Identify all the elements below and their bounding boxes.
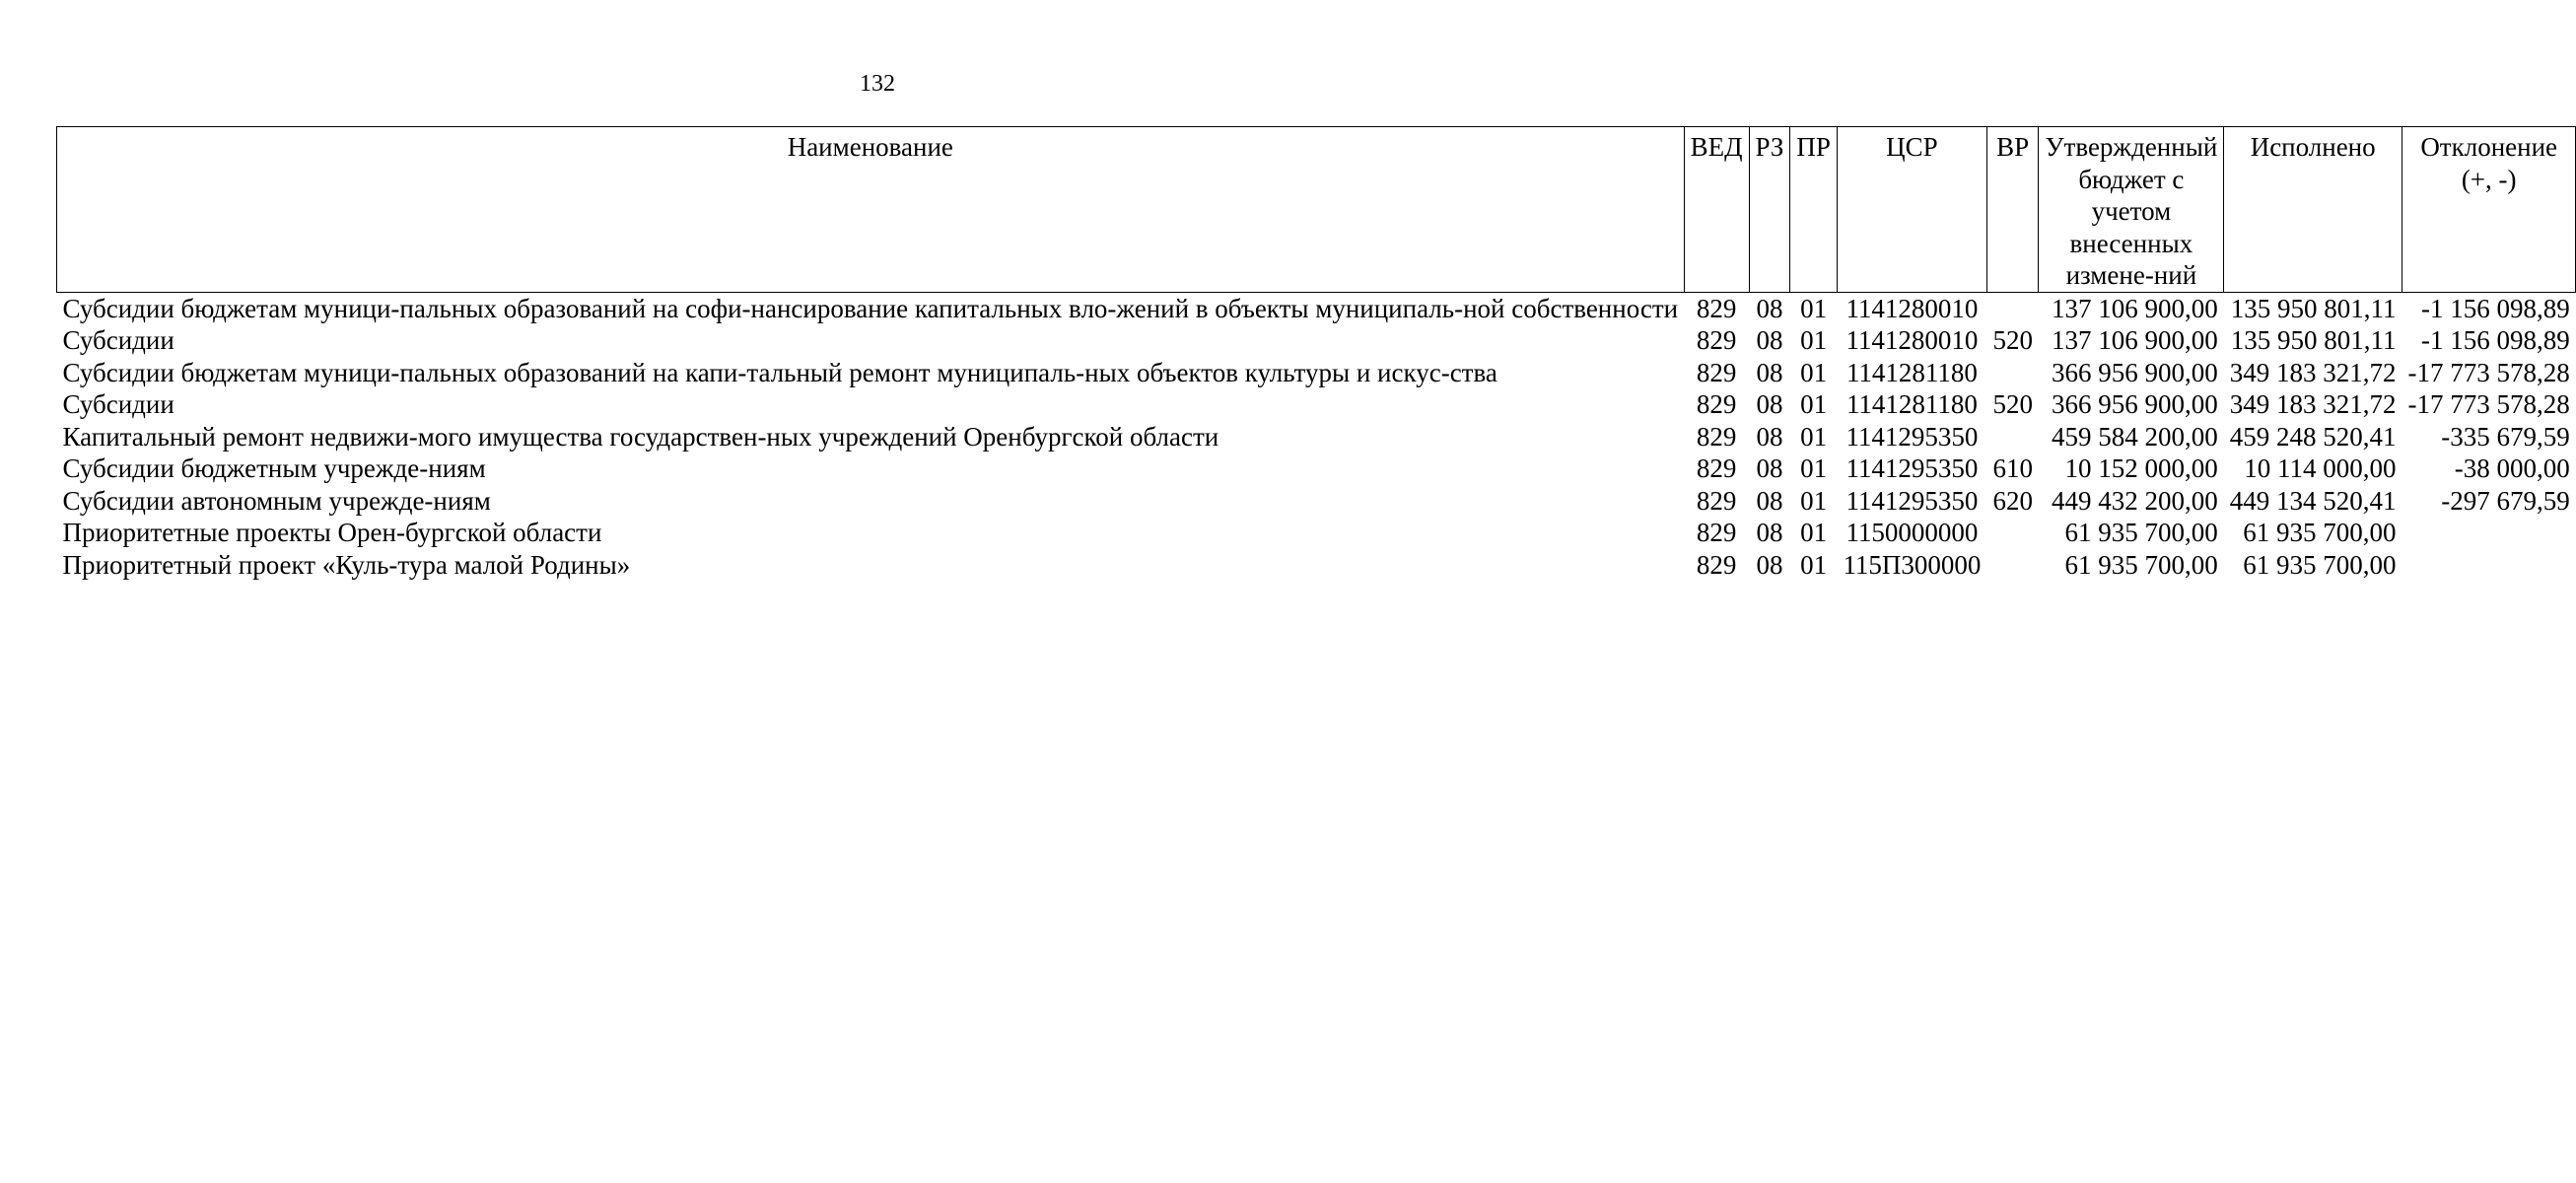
cell-csr: 1141295350 [1845,485,1979,516]
cell-executed: 449 134 520,41 [2229,485,2397,516]
cell-name: Субсидии бюджетам муници-пальных образований на софи-нансирование капитальных вло-жений в объекты муниципаль-ной собственности [62,293,1679,323]
cell-ved: 829 [1696,453,1737,483]
cell-executed: 349 183 321,72 [2229,389,2397,419]
table-row [57,517,2576,549]
cell-rz: 08 [1756,325,1783,355]
cell-ved: 829 [1696,357,1737,387]
cell-name: Приоритетные проекты Орен-бургской области [62,518,602,547]
cell-approved: 61 935 700,00 [2064,518,2218,547]
cell-name: Субсидии бюджетным учрежде-ниям [62,453,486,483]
header-approved: Утвержденный бюджет с учетом внесенных измене-ний [2039,127,2224,293]
cell-rz: 08 [1756,389,1783,419]
cell-approved: 137 106 900,00 [2052,325,2218,355]
cell-rz: 08 [1756,485,1783,516]
cell-name: Субсидии бюджетам муници-пальных образований на капи-тальный ремонт муниципаль-ных объектов культуры и искус-ства [62,357,1497,387]
cell-approved: 366 956 900,00 [2052,357,2218,387]
table-row [57,549,2576,582]
cell-approved: 366 956 900,00 [2052,389,2218,419]
cell-csr: 1141280010 [1845,293,1979,323]
header-name: Наименование [57,127,1685,293]
cell-deviation [2402,517,2576,549]
cell-approved: 137 106 900,00 [2052,293,2218,323]
cell-pr: 01 [1800,293,1828,323]
cell-deviation: -297 679,59 [2441,485,2570,516]
page-number: 132 [860,71,895,97]
header-rz: РЗ [1749,127,1790,293]
cell-deviation [2402,549,2576,582]
table-header-row [57,127,2576,293]
cell-name: Субсидии [62,325,174,355]
cell-vr: 520 [1992,325,2033,355]
cell-vr [1986,421,2039,453]
cell-rz: 08 [1756,518,1783,547]
table-row [57,388,2576,421]
cell-approved: 10 152 000,00 [2064,453,2218,483]
cell-executed: 135 950 801,11 [2230,325,2397,355]
cell-ved: 829 [1696,518,1737,547]
table-row [57,452,2576,485]
cell-deviation: -17 773 578,28 [2407,357,2570,387]
cell-executed: 10 114 000,00 [2244,453,2397,483]
cell-csr: 1141281180 [1845,357,1978,387]
cell-pr: 01 [1800,453,1828,483]
cell-pr: 01 [1800,357,1828,387]
cell-executed: 459 248 520,41 [2229,421,2397,452]
cell-executed: 135 950 801,11 [2230,293,2397,323]
cell-rz: 08 [1756,421,1783,452]
header-pr: ПР [1790,127,1838,293]
cell-rz: 08 [1756,293,1783,323]
cell-executed: 349 183 321,72 [2229,357,2397,387]
table-row [57,324,2576,357]
cell-deviation: -1 156 098,89 [2421,325,2570,355]
header-executed: Исполнено [2224,127,2402,293]
cell-pr: 01 [1800,389,1828,419]
cell-executed: 61 935 700,00 [2243,549,2397,580]
cell-csr: 1150000000 [1845,518,1979,547]
cell-rz: 08 [1756,357,1783,387]
cell-executed: 61 935 700,00 [2243,518,2397,547]
cell-pr: 01 [1800,518,1828,547]
cell-vr [1986,292,2039,324]
cell-csr: 1141281180 [1845,389,1978,419]
cell-vr: 610 [1992,453,2033,483]
header-deviation: Отклонение (+, -) [2402,127,2576,293]
cell-csr: 1141295350 [1845,421,1979,452]
cell-ved: 829 [1696,549,1737,580]
cell-name: Капитальный ремонт недвижи-мого имущества государствен-ных учреждений Оренбургской области [62,421,1219,452]
cell-vr [1986,517,2039,549]
cell-deviation: -38 000,00 [2454,453,2570,483]
header-vr: ВР [1986,127,2039,293]
cell-vr [1986,549,2039,582]
cell-pr: 01 [1800,421,1828,452]
cell-name: Субсидии [62,389,174,419]
cell-deviation: -1 156 098,89 [2421,293,2570,323]
cell-name: Субсидии автономным учрежде-ниям [62,485,491,516]
table-row [57,485,2576,518]
cell-csr: 115П300000 [1843,549,1982,580]
budget-table [56,126,2576,581]
table-row [57,357,2576,389]
cell-ved: 829 [1696,293,1737,323]
table-row [57,421,2576,453]
cell-approved: 449 432 200,00 [2052,485,2218,516]
cell-approved: 459 584 200,00 [2052,421,2218,452]
cell-approved: 61 935 700,00 [2064,549,2218,580]
cell-vr [1986,357,2039,389]
cell-vr: 620 [1992,485,2033,516]
cell-name: Приоритетный проект «Куль-тура малой Родины» [62,549,631,580]
cell-rz: 08 [1756,453,1783,483]
header-ved: ВЕД [1684,127,1749,293]
cell-csr: 1141280010 [1845,325,1979,355]
cell-deviation: -335 679,59 [2441,421,2570,452]
cell-ved: 829 [1696,325,1737,355]
table-row [57,292,2576,324]
header-csr: ЦСР [1837,127,1986,293]
cell-ved: 829 [1696,421,1737,452]
cell-ved: 829 [1696,389,1737,419]
cell-rz: 08 [1756,549,1783,580]
cell-csr: 1141295350 [1845,453,1979,483]
cell-pr: 01 [1800,549,1828,580]
cell-pr: 01 [1800,485,1828,516]
cell-deviation: -17 773 578,28 [2407,389,2570,419]
cell-ved: 829 [1696,485,1737,516]
cell-pr: 01 [1800,325,1828,355]
cell-vr: 520 [1992,389,2033,419]
